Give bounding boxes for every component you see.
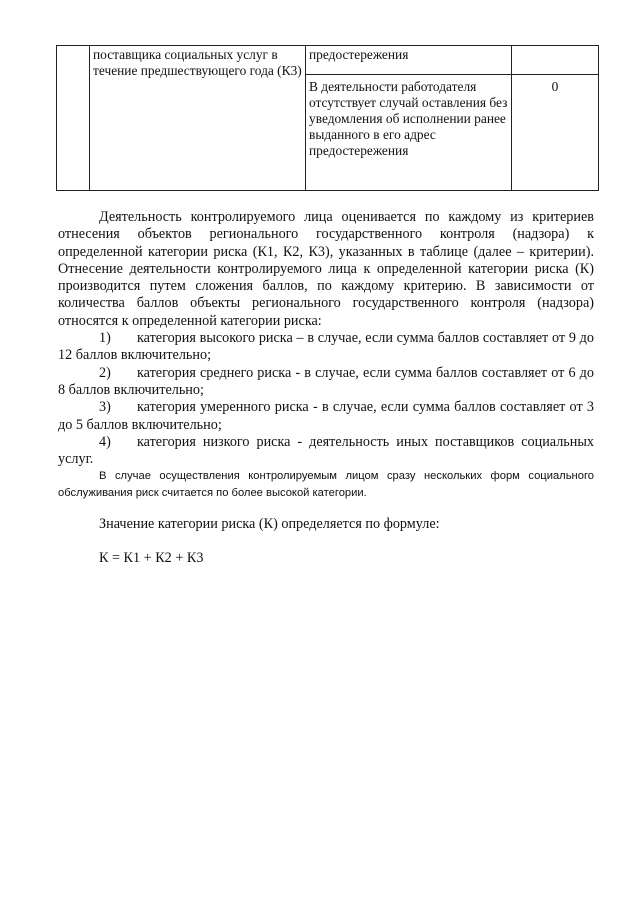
formula-intro: Значение категории риска (К) определяется по формуле: — [99, 516, 440, 532]
list-item — [58, 365, 594, 400]
table-cell-number — [57, 46, 90, 191]
table-cell-score: 0 — [512, 75, 599, 191]
paragraph-main: Деятельность контролируемого лица оценивается по каждому из критериев отнесения объектов регионального государственного контроля (надзора) к определенной категории риска (К1, К2, К3), указанных в таблице (далее – критерии). Отнесение деятельности контролируемого лица к определенной категории риска (К) производится путем сложения баллов, по каждому критерию. В зависимости от количества баллов объекты регионального государственного контроля (надзора) относятся к определенной категории риска: — [58, 209, 594, 329]
table-cell-score — [512, 46, 599, 75]
table-row — [57, 46, 599, 75]
list-item-text: категория среднего риска - в случае, если сумма баллов составляет от 6 до 8 баллов включительно; — [58, 364, 594, 398]
body-text — [58, 209, 594, 502]
list-item-text: категория низкого риска - деятельность иных поставщиков социальных услуг. — [58, 433, 594, 468]
paragraph-note: В случае осуществления контролируемым лицом сразу нескольких форм социального обслуживания риск считается по более высокой категории. — [58, 470, 594, 500]
list-item — [58, 399, 594, 434]
list-item-number: 1) — [99, 330, 111, 347]
list-item — [58, 330, 594, 365]
risk-formula: К = К1 + К2 + К3 — [99, 550, 204, 566]
list-item-number: 3) — [99, 399, 111, 416]
table-cell-criterion: поставщика социальных услуг в течение предшествующего года (К3) — [90, 46, 306, 191]
list-item-number: 2) — [99, 364, 111, 381]
list-item-text: категория умеренного риска - в случае, если сумма баллов составляет от 3 до 5 баллов включительно; — [58, 399, 594, 433]
list-item-text: категория высокого риска – в случае, если сумма баллов составляет от 9 до 12 баллов включительно; — [58, 330, 594, 364]
list-item-number: 4) — [99, 433, 111, 450]
table-cell-condition: предостережения — [306, 46, 512, 75]
table-cell-condition: В деятельности работодателя отсутствует случай оставления без уведомления об исполнении ранее выданного в его адрес предостережения — [306, 75, 512, 191]
risk-criteria-table — [56, 45, 599, 191]
list-item — [58, 434, 594, 469]
